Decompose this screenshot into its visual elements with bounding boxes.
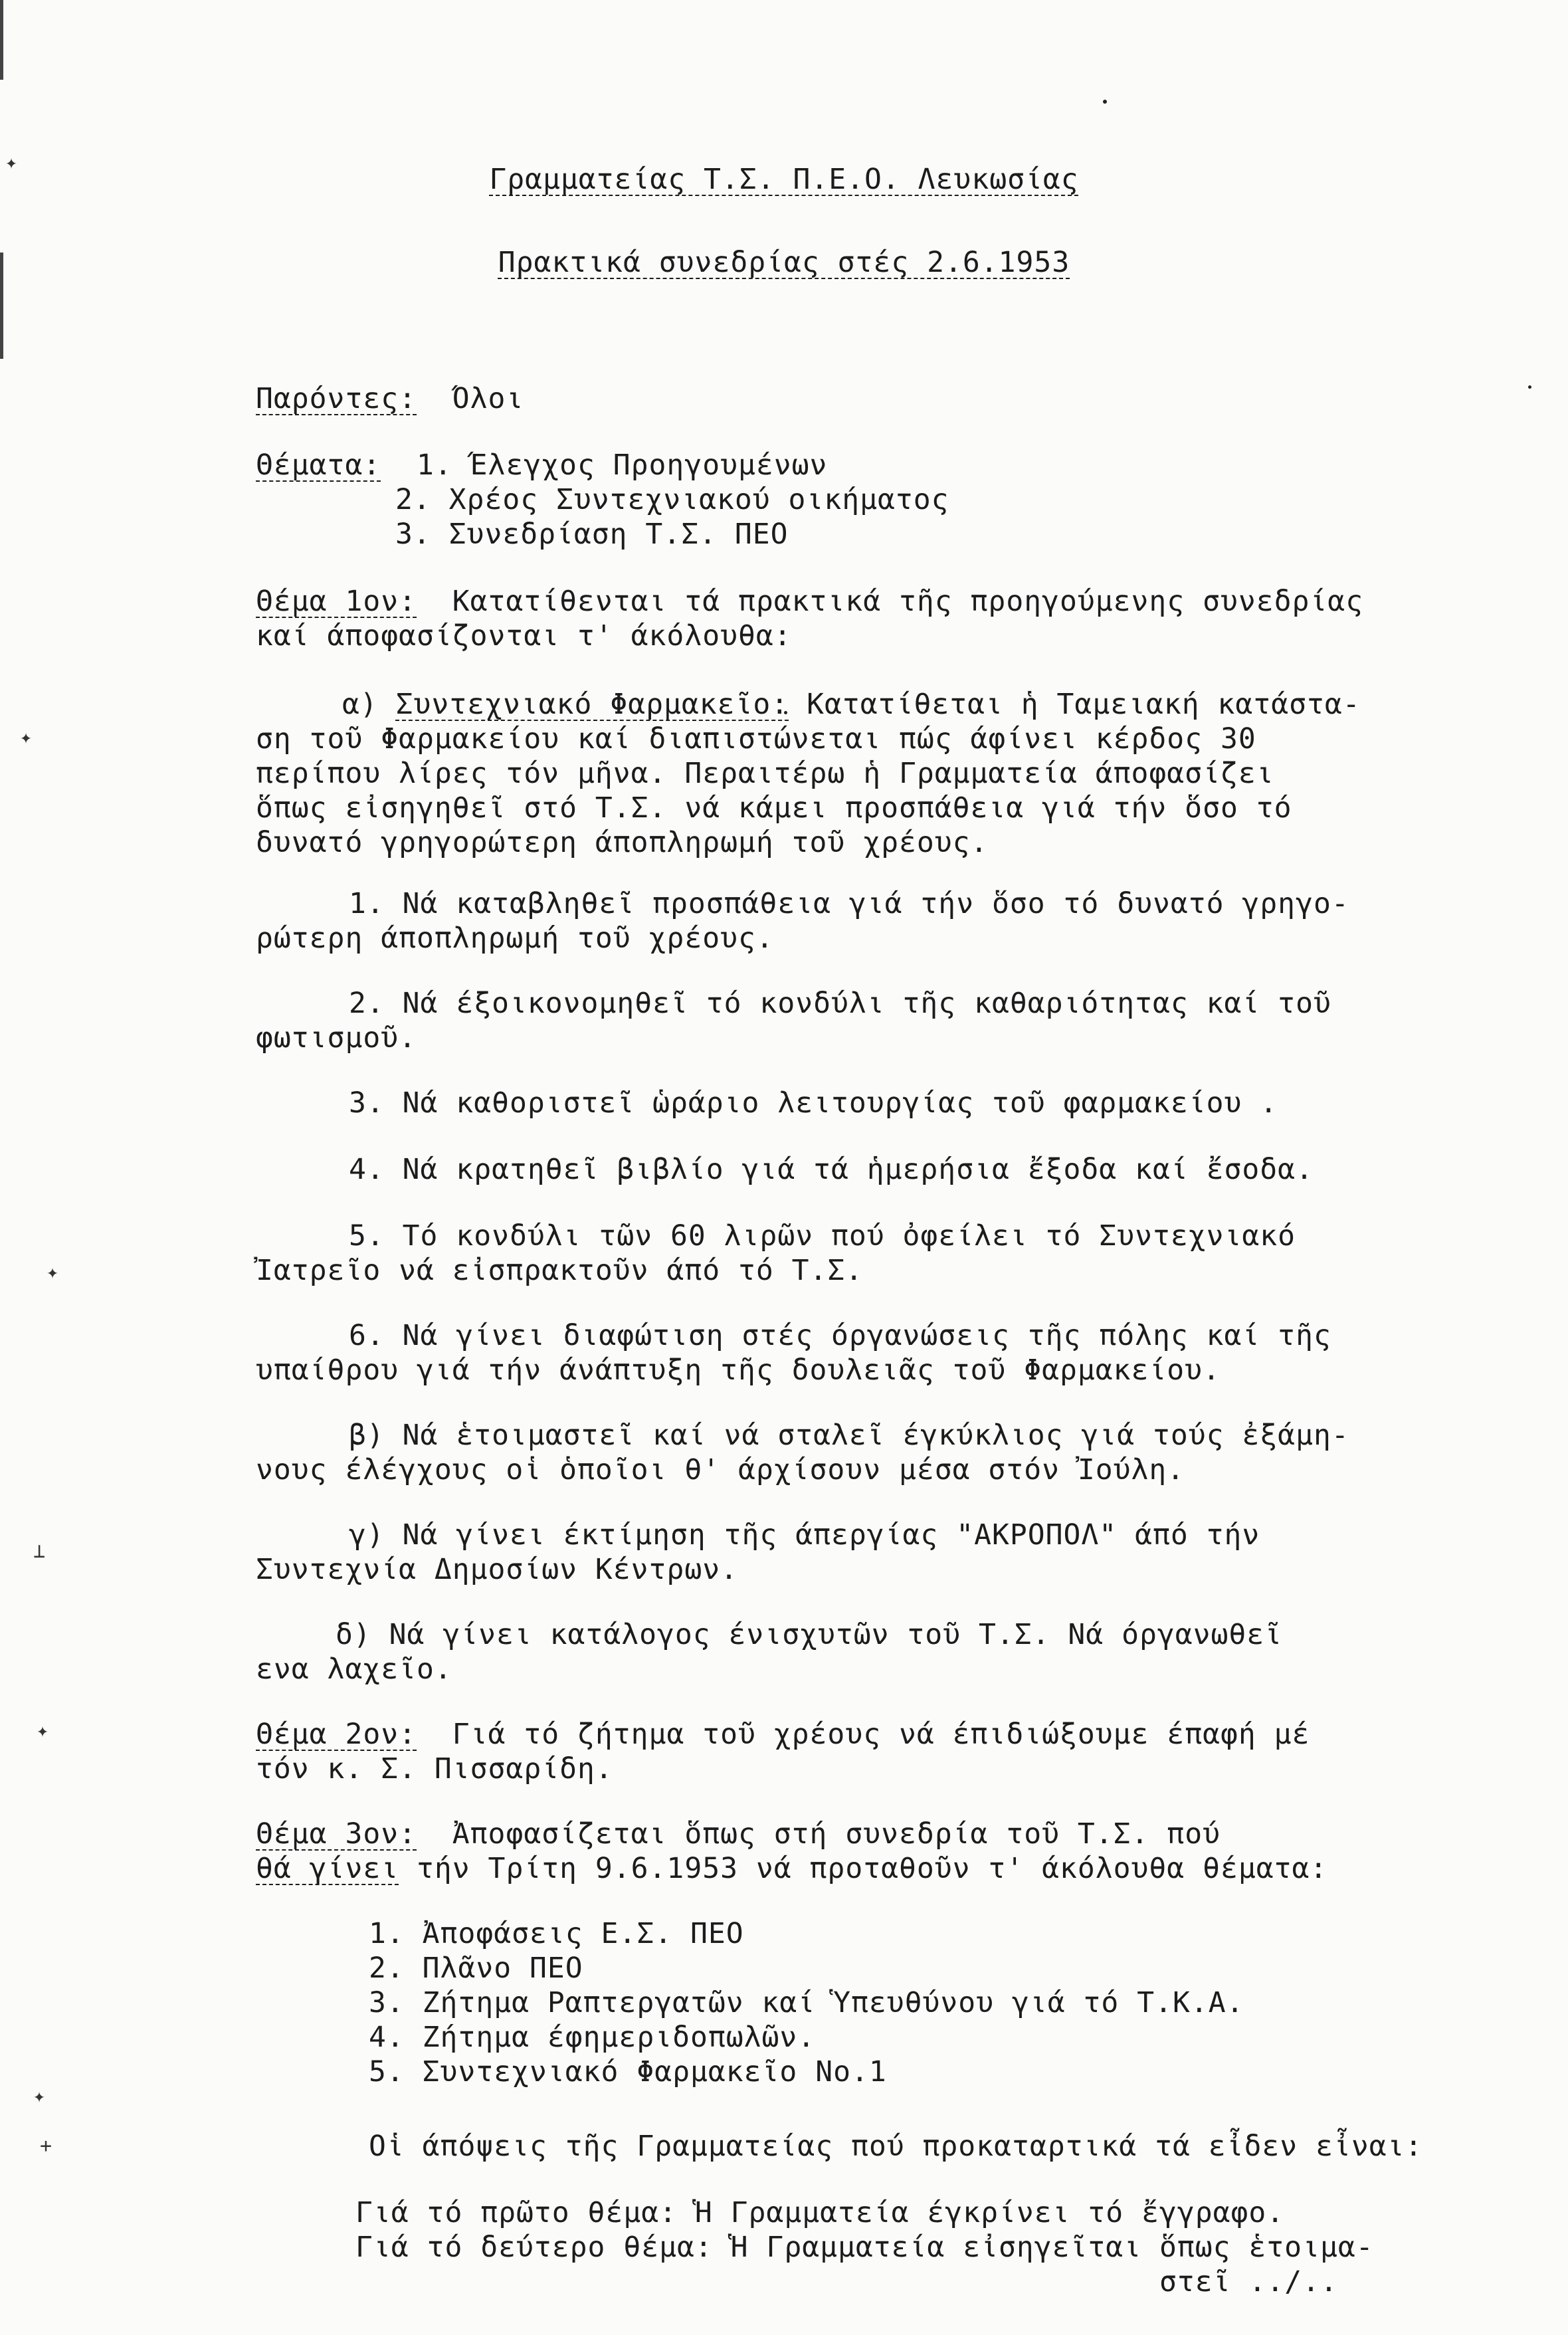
scan-speck: ✦ — [33, 2084, 46, 2108]
present-line — [256, 382, 524, 415]
scan-edge-mark — [0, 0, 3, 80]
subpoint-item: ενα λαχεῖο. — [256, 1653, 452, 1686]
agenda-item: 1. Ἀποφάσεις Ε.Σ. ΠΕΟ — [369, 1917, 744, 1950]
closing-line: Γιά τό δεύτερο θέμα: Ἡ Γραμματεία εἰσηγεῖται ὅπως ἑτοιμα- — [355, 2231, 1374, 2264]
pharmacy-paragraph-line: ὅπως εἰσηγηθεῖ στό Τ.Σ. νά κάμει προσπάθεια γιά τήν ὅσο τό — [256, 791, 1292, 825]
measure-item: 1. Νά καταβληθεῖ προσπάθεια γιά τήν ὅσο τό δυνατό γρηγο- — [349, 887, 1349, 920]
topic-item: 3. Συνεδρίαση Τ.Σ. ΠΕΟ — [395, 518, 789, 551]
agenda-item: 5. Συντεχνιακό Φαρμακεῖο Νο.1 — [369, 2055, 887, 2088]
scan-speck: ⊥ — [33, 1540, 46, 1563]
measure-item: 2. Νά έξοικονομηθεῖ τό κονδύλι τῆς καθαριότητας καί τοῦ — [349, 987, 1331, 1020]
present-value: Όλοι — [452, 382, 524, 415]
topic1-line: καί άποφασίζονται τ' άκόλουθα: — [256, 619, 792, 653]
scan-speck — [1528, 385, 1531, 389]
closing-line: Γιά τό πρῶτο θέμα: Ἡ Γραμματεία έγκρίνει τό ἔγγραφο. — [355, 2196, 1285, 2229]
topic3-line: θά γίνει τήν Τρίτη 9.6.1953 νά προταθοῦν τ' άκόλουθα θέματα: — [256, 1852, 1328, 1885]
topic3-label: Θέμα 3ον: — [256, 1817, 417, 1851]
subpoint-item: νους έλέγχους οἱ ὁποῖοι θ' άρχίσουν μέσα στόν Ἰούλη. — [256, 1453, 1185, 1486]
measure-item: υπαίθρου γιά τήν άνάπτυξη τῆς δουλειᾶς τοῦ Φαρμακείου. — [256, 1354, 1221, 1387]
present-label: Παρόντες: — [256, 382, 417, 415]
scan-speck: ✦ — [20, 726, 33, 749]
topic1-line: Θέμα 1ον: Κατατίθενται τά πρακτικά τῆς προηγούμενης συνεδρίας — [256, 585, 1364, 618]
measure-item: Ἰατρεῖο νά εἰσπρακτοῦν άπό τό Τ.Σ. — [256, 1254, 864, 1287]
topic2-line: Θέμα 2ον: Γιά τό ζήτημα τοῦ χρέους νά έπιδιώξουμε έπαφή μέ — [256, 1718, 1310, 1751]
agenda-item: 2. Πλᾶνο ΠΕΟ — [369, 1952, 583, 1985]
measure-item: 6. Νά γίνει διαφώτιση στές όργανώσεις τῆς πόλης καί τῆς — [349, 1319, 1331, 1352]
document-subtitle: Πρακτικά συνεδρίας στές 2.6.1953 — [498, 246, 1070, 279]
agenda-item: 3. Ζήτημα Ραπτεργατῶν καί Ὑπευθύνου γιά τό Τ.Κ.Α. — [369, 1986, 1244, 2019]
topic3-line: Θέμα 3ον: Ἀποφασίζεται ὅπως στή συνεδρία τοῦ Τ.Σ. πού — [256, 1817, 1221, 1851]
scan-speck: + — [40, 2134, 52, 2158]
pharmacy-paragraph-line: ση τοῦ Φαρμακείου καί διαπιστώνεται πώς άφίνει κέρδος 30 — [256, 722, 1256, 756]
document-title: Γραμματείας Τ.Σ. Π.Ε.Ο. Λευκωσίας — [489, 163, 1079, 196]
measure-item: ρώτερη άποπληρωμή τοῦ χρέους. — [256, 922, 774, 955]
topic2-line: τόν κ. Σ. Πισσαρίδη. — [256, 1752, 613, 1785]
subpoint-item: δ) Νά γίνει κατάλογος ένισχυτῶν τοῦ Τ.Σ. Νά όργανωθεῖ — [336, 1618, 1283, 1651]
measure-item: 3. Νά καθοριστεῖ ὡράριο λειτουργίας τοῦ φαρμακείου . — [349, 1086, 1278, 1120]
pharmacy-paragraph-line: δυνατό γρηγορώτερη άποπληρωμή τοῦ χρέους. — [256, 826, 989, 859]
topic2-label: Θέμα 2ον: — [256, 1718, 417, 1751]
scan-speck: ✦ — [47, 1261, 59, 1284]
subpoint-item: Συντεχνία Δημοσίων Κέντρων. — [256, 1553, 738, 1586]
topics-line — [256, 449, 827, 482]
measure-item: 5. Τό κονδύλι τῶν 60 λιρῶν πού ὀφείλει τό Συντεχνιακό — [349, 1219, 1296, 1253]
pharmacy-paragraph-line: περίπου λίρες τόν μῆνα. Περαιτέρω ἡ Γραμματεία άποφασίζει — [256, 757, 1274, 790]
subpoint-item: β) Νά ἑτοιμαστεῖ καί νά σταλεῖ έγκύκλιος γιά τούς ἐξάμη- — [349, 1419, 1349, 1452]
pharmacy-label: Συντεχνιακό Φαρμακεῖο: — [395, 688, 789, 721]
page-continuation: στεῖ ../.. — [1159, 2265, 1338, 2298]
agenda-item: 4. Ζήτημα έφημεριδοπωλῶν. — [369, 2021, 816, 2054]
pharmacy-paragraph-line: α) Συντεχνιακό Φαρμακεῖο: Κατατίθεται ἡ Ταμειακή κατάστα- — [342, 688, 1361, 721]
topic1-label: Θέμα 1ον: — [256, 585, 417, 618]
subpoint-item: γ) Νά γίνει έκτίμηση τῆς άπεργίας "ΑΚΡΟΠΟΛ" άπό τήν — [349, 1518, 1260, 1552]
closing-line: Οἱ άπόψεις τῆς Γραμματείας πού προκαταρτικά τά εἶδεν εἶναι: — [369, 2130, 1423, 2163]
scan-speck: ✦ — [37, 1719, 49, 1742]
topic-item: 1. Έλεγχος Προηγουμένων — [417, 449, 828, 482]
measure-item: φωτισμοῦ. — [256, 1021, 417, 1055]
measure-item: 4. Νά κρατηθεῖ βιβλίο γιά τά ἡμερήσια ἔξοδα καί ἔσοδα. — [349, 1153, 1314, 1186]
scan-speck: ✦ — [5, 151, 18, 174]
topic-item: 2. Χρέος Συντεχνιακού οικήματος — [395, 483, 949, 516]
topics-label: Θέματα: — [256, 449, 381, 482]
scan-speck — [1103, 100, 1107, 104]
